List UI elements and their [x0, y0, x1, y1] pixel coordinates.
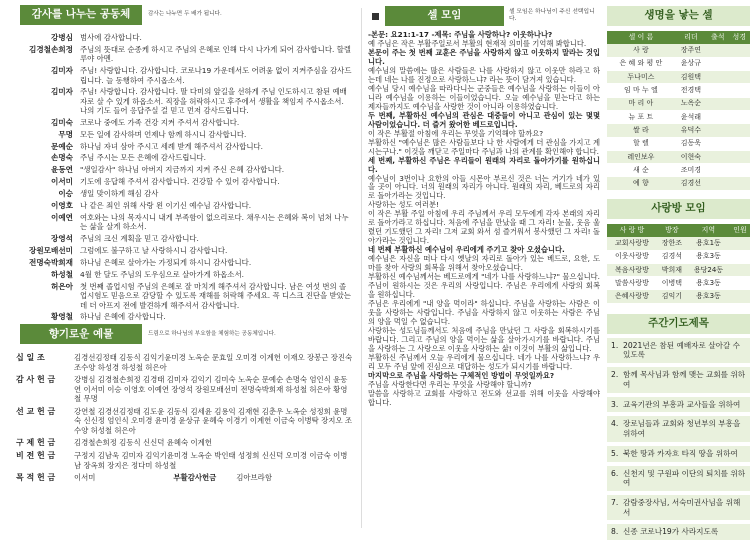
life-cell-cell	[729, 110, 750, 123]
thanks-row	[18, 312, 353, 324]
cell-note: 셀 모임은 하나님이 주신 선택입니다.	[509, 9, 600, 24]
love-room-cell: 용호1동	[687, 237, 730, 250]
sermon-paragraph: 말씀을 사랑하고 교회를 사랑하고 전도와 선교를 위해 이웃을 사랑해야 합니다.	[368, 390, 600, 408]
love-room-cell: 용호3동	[687, 290, 730, 303]
thanks-row	[18, 213, 353, 234]
thanks-name: 장원모배선미	[18, 246, 80, 258]
life-cell-cell: 윤석래	[675, 110, 707, 123]
life-cell-cell: 전경택	[675, 84, 707, 97]
life-cell-row	[607, 124, 750, 137]
life-cell-header-cell: 성경	[729, 31, 750, 44]
prayer-list	[607, 338, 750, 540]
left-column	[0, 0, 355, 530]
thanks-row	[18, 282, 353, 313]
sermon-paragraph: 이 작은 부활 주일 아침에 우리 주님께서 우리 모두에게 각자 본래의 자리로 돌아가라고 하십니다. 처음에 주님을 만났을 때 그 자리! 눈물, 웃음 울렸던 기도했던 그 자리! 그저 교회 와서 섬 즐거워서 봉사했던 그 자리! 돌아가라는 것입니다.	[368, 210, 600, 246]
life-cell-cell	[707, 97, 728, 110]
offering-row	[16, 451, 354, 473]
thanks-row	[18, 45, 353, 66]
thanks-name: 황영철	[18, 312, 80, 324]
love-room-header-cell: 인원	[730, 224, 750, 237]
offering-row	[16, 375, 354, 406]
life-cell-cell	[707, 150, 728, 163]
love-room-row	[607, 277, 750, 290]
life-cell-header-cell: 출석	[707, 31, 728, 44]
thanks-row	[18, 142, 353, 154]
prayer-text: 장로님들과 교회와 청년부의 부흥을 위하여	[623, 419, 746, 438]
thanks-row	[18, 270, 353, 282]
love-room-cell: 박희재	[657, 263, 687, 276]
offering-names	[74, 451, 354, 473]
offering-names-text: 강병심 김경철손희정 김경태 김미자 김익기 김미숙 노옥순 문예순 손명숙 엄인식 윤동연 이서미 이승 이영호 이예연 장영석 장원모배선미 전명숙박희재 하성철 허은아 황영철 무명	[74, 375, 347, 403]
life-cell-cell: 레인보우	[607, 150, 675, 163]
offering-names-text: 김경철손희정 김동식 신신덕 윤혜숙 이계헌	[74, 438, 212, 447]
life-cell-header-cell: 리더	[675, 31, 707, 44]
life-cell-cell	[729, 137, 750, 150]
life-cell-cell	[707, 110, 728, 123]
love-room-cell: 이웃사랑방	[607, 250, 657, 263]
love-room-cell: 복음사랑방	[607, 263, 657, 276]
thanks-text: 4월 한 달도 주님의 도우심으로 살아가게 하옵소서.	[80, 270, 353, 282]
life-cell-row	[607, 177, 750, 190]
thanks-text: 범사에 감사합니다.	[80, 33, 353, 45]
thanks-row	[18, 130, 353, 142]
thanks-row	[18, 258, 353, 270]
prayer-number: 7.	[611, 498, 623, 517]
thanks-name: 윤동연	[18, 165, 80, 177]
column-divider	[361, 8, 362, 528]
prayer-item	[607, 524, 750, 540]
middle-column	[368, 0, 600, 530]
love-room-cell: 이병택	[657, 277, 687, 290]
love-room-cell	[730, 290, 750, 303]
love-room-header-cell: 사 랑 방	[607, 224, 657, 237]
sermon-paragraph: 마지막으로 주님을 사랑하는 구체적인 방법이 무엇일까요?	[368, 372, 600, 381]
life-cell-cell	[707, 71, 728, 84]
thanks-row	[18, 87, 353, 118]
life-cell-cell	[729, 164, 750, 177]
prayer-number: 3.	[611, 400, 623, 410]
life-cell-cell: 윤상규	[675, 57, 707, 70]
life-cell-cell: 두나미스	[607, 71, 675, 84]
thanks-row	[18, 33, 353, 45]
offering-names-text: 구정지 김남욱 김미자 김익기윤미경 노옥순 박인태 성정희 신신덕 오미경 이금숙 이병남 장옥희 장지은 정다미 하성철	[74, 451, 347, 469]
love-room-row	[607, 263, 750, 276]
offering-names	[74, 375, 354, 406]
love-room-cell: 장한조	[657, 237, 687, 250]
offering-row	[16, 353, 354, 375]
cell-header	[368, 6, 600, 26]
life-cell-cell	[729, 150, 750, 163]
sermon-paragraph: 본문이 주는 첫 번째 교훈은 주님을 사랑하지 않고 이웃하지 말라는 것입니다.	[368, 49, 600, 67]
prayer-text: 함께 목사님과 함께 맺는 교회를 위하여	[623, 370, 746, 389]
thanks-text: 첫 번째 졸업시험 주님의 은혜로 잘 마치게 해주셔서 감사합니다. 남은 여섯 번의 졸업시험도 믿음으로 감당할 수 있도록 재해를 허락해 주세요. 꼭 디스크 진단을 받았는데 더 아프지 전에 발견하게 해주셔서 감사합니다.	[80, 282, 353, 313]
love-room-cell	[730, 277, 750, 290]
offering-names	[74, 407, 354, 438]
thanks-row	[18, 165, 353, 177]
love-room-cell	[730, 250, 750, 263]
life-cell-cell	[729, 97, 750, 110]
sermon-paragraph: 주님은 우리에게 "내 양을 먹이라" 하십니다. 주님을 사랑하는 사람은 이웃을 사랑하는 사람입니다. 주님을 사랑하지 않고 이웃하는 사람은 주님의 양을 먹일 수 없습니다.	[368, 300, 600, 327]
love-room-header-cell: 지역	[687, 224, 730, 237]
love-room-row	[607, 237, 750, 250]
sermon-paragraph: 주님을 사랑한다면 우리는 무엇을 사랑해야 할니까?	[368, 381, 600, 390]
thanks-row	[18, 118, 353, 130]
love-room-cell: 용호3동	[687, 277, 730, 290]
life-cell-cell: 할 렐	[607, 137, 675, 150]
life-cell-cell	[729, 84, 750, 97]
life-cell-header-cell: 셀 이 름	[607, 31, 675, 44]
life-cell-cell	[729, 124, 750, 137]
offering-names-text: 이서미	[74, 473, 95, 482]
thanks-name: 이영호	[18, 201, 80, 213]
prayer-item	[607, 446, 750, 462]
life-cell-cell	[707, 124, 728, 137]
love-room-cell: 용호3동	[687, 250, 730, 263]
thanks-row	[18, 234, 353, 246]
thanks-name: 손명숙	[18, 153, 80, 165]
love-room-row	[607, 250, 750, 263]
thanks-row	[18, 201, 353, 213]
thanks-text: 기도에 응답해 주셔서 감사합니다. 건강할 수 있어 감사합니다.	[80, 177, 353, 189]
life-cell-title: 생명을 낳는 셀	[607, 6, 750, 26]
offerings-title: 향기로운 예물	[20, 324, 142, 344]
sermon-paragraph: 세 번째, 부활하신 주님은 우리들이 원래의 자리로 돌아가기를 원하십니다.	[368, 157, 600, 175]
love-room-table	[607, 224, 750, 304]
offering-row	[16, 473, 354, 486]
life-cell-cell	[707, 84, 728, 97]
prayer-text: 감람중장사님, 서숙미권사님을 위해서	[623, 498, 746, 517]
love-room-cell: 교회사랑방	[607, 237, 657, 250]
life-cell-table	[607, 31, 750, 191]
life-cell-cell: 새 순	[607, 164, 675, 177]
life-cell-row	[607, 57, 750, 70]
prayer-number: 5.	[611, 449, 623, 459]
life-cell-cell: 은 혜 와 평 안	[607, 57, 675, 70]
prayer-item	[607, 338, 750, 363]
life-cell-row	[607, 71, 750, 84]
thanks-text: 생일 맞이하게 해심 감사	[80, 189, 353, 201]
thanks-text: 주님! 사랑합니다. 감사합니다. 딸 다미의 앞길을 선하게 주님 인도하시고 참된 예배자로 살 수 있게 하옵소서. 직장을 허락하시고 후주에서 생활을 책임져 주시옵소서. 나의 기도 들어 응답주실 걸 믿고 먼저 감사드립니다.	[80, 87, 353, 118]
life-cell-row	[607, 110, 750, 123]
life-cell-cell: 조미경	[675, 164, 707, 177]
life-cell-cell: 사 랑	[607, 44, 675, 57]
prayer-item	[607, 495, 750, 520]
life-cell-cell	[707, 44, 728, 57]
offering-category: 선 교 헌 금	[16, 407, 74, 438]
love-room-cell: 은혜사랑방	[607, 290, 657, 303]
prayer-text: 2021년은 참된 예배자로 살아갈 수 있도록	[623, 341, 746, 360]
offering-extra-names: 김아브라함	[236, 473, 272, 482]
thanks-name: 문예순	[18, 142, 80, 154]
offering-names-text: 김경선김정태 김동식 김익기윤미경 노옥순 문효일 오미경 이계헌 이재오 장봉근 장진숙 조수양 하성경 하성철 허은아	[74, 353, 352, 371]
life-cell-cell: 장주연	[675, 44, 707, 57]
thanks-row	[18, 246, 353, 258]
life-cell-row	[607, 97, 750, 110]
thanks-name: 이서미	[18, 177, 80, 189]
sermon-paragraph: 사랑하는 성도님들께서도 처음에 주님을 만났던 그 사랑을 회복하시기를 바랍니다. 그리고 주님의 양을 먹이는 삶을 살아가시기를 바랍니다. 주님을 사랑하는 그 사랑으로 이웃을 사랑하는 삶! 이것이 부활의 삶입니다.	[368, 327, 600, 354]
sermon-paragraph: 예수님이 3번이나 요한의 아들 시몬아 부르신 것은 너는 거기가 네가 있을 곳이 아니다. 너의 원래의 자리가 아니다. 원래의 자리, 베드로의 자리로 돌아가라는 것입니다.	[368, 175, 600, 202]
thanks-text: 주님의 뜻대로 순종케 하시고 주님의 은혜로 인해 다시 나가게 되어 감사합니다. 할렐루야 아멘.	[80, 45, 353, 66]
prayer-text: 북한 땅과 카자흐 타직 땅을 위하여	[623, 449, 738, 459]
love-room-cell	[730, 237, 750, 250]
thanks-name: 강병심	[18, 33, 80, 45]
sermon-paragraph: 예수님 당시 예수님을 따라다니는 군중들은 예수님을 사랑하는 이들이 아니라 예수님을 이용하는 이들이었습니다. 오늘 예수님을 믿는다고 하는 제자들까지도 예수님을 사랑한 것이 아니라 이용하였습니다.	[368, 85, 600, 112]
sermon-paragraph: 부활하신 예수님께서는 베드로에게 "네가 나를 사랑하느냐?" 물으십니다. 주님이 원하시는 것은 우리의 사랑입니다. 주님은 우리에게 사랑의 회복을 원하십니다.	[368, 273, 600, 300]
thanks-name: 하성철	[18, 270, 80, 282]
sermon-paragraph: -본문: 요21:1-17 -제목: 주님을 사랑하나? 이웃하나나?	[368, 31, 600, 40]
thanks-text: 하나님 은혜로 살아가는 가정되게 하시니 감사합니다.	[80, 258, 353, 270]
sermon-paragraph: 부활하신 "예수님은 많은 사람들보다 나 한 사람에게 더 관심을 가지고 계시는구나." 이것을 깨닫고 주일마다 주님과 나의 관계를 확인해야 합니다.	[368, 139, 600, 157]
thanks-name: 전명숙박희재	[18, 258, 80, 270]
life-cell-cell: 임 마 누 엘	[607, 84, 675, 97]
offering-row	[16, 407, 354, 438]
offering-category: 비 전 헌 금	[16, 451, 74, 473]
life-cell-cell: 이현숙	[675, 150, 707, 163]
thanks-note: 감사는 나누면 두 배가 됩니다.	[148, 11, 222, 18]
prayer-number: 1.	[611, 341, 623, 360]
life-cell-cell	[707, 177, 728, 190]
thanks-name: 김경철손희정	[18, 45, 80, 66]
thanks-title: 감사를 나누는 공동체	[20, 5, 142, 25]
sermon-paragraph: 네 번째 부활하신 예수님이 우리에게 주기고 찾아 오셨습니다.	[368, 246, 600, 255]
life-cell-cell	[707, 57, 728, 70]
thanks-row	[18, 177, 353, 189]
prayer-item	[607, 466, 750, 491]
thanks-text: "생일감사" 하나님 아버지 지금까지 지켜 주신 은혜 감사합니다.	[80, 165, 353, 177]
offering-category: 감 사 헌 금	[16, 375, 74, 406]
life-cell-row	[607, 150, 750, 163]
love-room-row	[607, 290, 750, 303]
thanks-name: 허은아	[18, 282, 80, 313]
sermon-paragraph: 두 번째, 부활하신 예수님의 관심은 대중들이 아니고 관심이 있는 몇몇 사람이었습니다. 더 즐거 왔어한 베드로입니다.	[368, 112, 600, 130]
prayer-title: 주간기도제목	[607, 314, 750, 334]
prayer-text: 신천지 및 구원파 이단의 퇴치를 위하여	[623, 469, 746, 488]
love-room-cell: 김익기	[657, 290, 687, 303]
life-cell-cell	[707, 164, 728, 177]
sermon-paragraph: 이 작은 부활절 아침에 우리는 무엇을 기억해야 할까요?	[368, 130, 600, 139]
thanks-row	[18, 189, 353, 201]
thanks-name: 장영석	[18, 234, 80, 246]
life-cell-cell: 마 리 아	[607, 97, 675, 110]
life-cell-cell	[729, 71, 750, 84]
love-room-cell: 말씀사랑방	[607, 277, 657, 290]
sermon-paragraph: 예수님은 자신을 떠나 다시 옛날의 자리로 돌아가 있는 베드로, 요한, 도마를 찾아 사랑의 회복을 위해서 찾아오셨습니다.	[368, 255, 600, 273]
offerings-header	[20, 324, 355, 344]
thanks-name: 무명	[18, 130, 80, 142]
offering-category: 구 제 헌 금	[16, 438, 74, 451]
thanks-text: 주님 주시는 모든 은혜에 감사드립니다.	[80, 153, 353, 165]
thanks-text: 그럼에도 불구하고 날 사랑하시니 감사합니다.	[80, 246, 353, 258]
thanks-text: 모든 일에 감사하며 언제나 함께 하시니 감사합니다.	[80, 130, 353, 142]
right-column	[607, 0, 750, 530]
thanks-text: 코로나 중에도 가족 건강 지켜 주셔서 감사합니다.	[80, 118, 353, 130]
offering-extra-label: 부활감사헌금	[173, 473, 216, 482]
offering-category: 목 적 헌 금	[16, 473, 74, 486]
life-cell-cell: 쌀 라	[607, 124, 675, 137]
offerings-note: 드림으로 하나님의 부요함을 체험하는 공동체입니다.	[148, 331, 276, 338]
life-cell-cell: 뉴 포 트	[607, 110, 675, 123]
thanks-text: 주님의 크신 계획을 믿고 감사합니다.	[80, 234, 353, 246]
life-cell-cell: 김경선	[675, 177, 707, 190]
offering-names	[74, 473, 354, 486]
love-room-title: 사랑방 모임	[607, 199, 750, 219]
offering-names	[74, 438, 354, 451]
thanks-list	[18, 33, 353, 324]
life-cell-row	[607, 164, 750, 177]
thanks-text: 여호와는 나의 목자시니 내게 부족함이 없으리로다. 채우시는 은혜와 복이 넘쳐 나누는 삶을 살게 하소서.	[80, 213, 353, 234]
prayer-text: 교육기관의 부흥과 교사들을 위하여	[623, 400, 740, 410]
thanks-text: 하나님 은혜에 감사합니다.	[80, 312, 353, 324]
square-bullet-icon	[372, 13, 379, 20]
life-cell-cell: 유덕수	[675, 124, 707, 137]
prayer-number: 6.	[611, 469, 623, 488]
sermon-paragraph: 사랑하는 성도 여러분!	[368, 201, 600, 210]
life-cell-cell	[729, 57, 750, 70]
prayer-number: 8.	[611, 527, 623, 537]
love-room-cell	[730, 263, 750, 276]
sermon-paragraph: 예수님의 말씀에는 많은 사람들은 나를 사랑하지 않고 이웃만 하라고 하는데 네는 나를 진정으로 사랑하느냐? 라는 뜻이 담겨져 있습니다.	[368, 67, 600, 85]
thanks-name: 김미숙	[18, 118, 80, 130]
life-cell-cell: 김원택	[675, 71, 707, 84]
offering-names	[74, 353, 354, 375]
thanks-header	[20, 5, 355, 25]
prayer-item	[607, 397, 750, 413]
love-room-header-cell: 방장	[657, 224, 687, 237]
offerings-list	[16, 353, 354, 486]
life-cell-cell: 김동욱	[675, 137, 707, 150]
prayer-number: 4.	[611, 419, 623, 438]
prayer-item	[607, 367, 750, 392]
life-cell-row	[607, 44, 750, 57]
thanks-text: 나 같은 죄인 위해 사랑 왼 이기신 예수님 감사합니다.	[80, 201, 353, 213]
thanks-name: 김미자	[18, 87, 80, 118]
life-cell-cell	[729, 44, 750, 57]
thanks-name: 이예연	[18, 213, 80, 234]
offering-names-text: 강연철 김경선김정태 김도윤 김동식 김세윤 김용익 김재현 김춘우 노옥순 성정희 윤명숙 신신정 엄인식 오미경 윤미경 윤상규 윤혜숙 이경기 이계헌 이금숙 이병탁 장지오 조수양 허성철 허은아	[74, 407, 352, 435]
prayer-item	[607, 416, 750, 441]
thanks-name: 이승	[18, 189, 80, 201]
love-room-cell: 용당24동	[687, 263, 730, 276]
life-cell-row	[607, 137, 750, 150]
sermon-paragraph: 예 주님은 작은 부활주일로서 부활의 현재적 의미를 기억해 봐합니다.	[368, 40, 600, 49]
life-cell-cell	[729, 177, 750, 190]
thanks-name: 김미자	[18, 66, 80, 87]
life-cell-cell	[707, 137, 728, 150]
thanks-row	[18, 66, 353, 87]
thanks-text: 하나님 자녀 삼아 주시고 세례 받게 해주셔서 감사합니다.	[80, 142, 353, 154]
cell-title: 셀 모임	[385, 6, 504, 26]
cell-sermon-text	[368, 31, 600, 408]
sermon-paragraph: 부활하신 주님께서 오늘 우리에게 물으십니다. 네가 나를 사랑하느냐? 우리 모두 주님 앞에 진심으로 대답하는 성도가 되시기를 바랍니다.	[368, 354, 600, 372]
prayer-number: 2.	[611, 370, 623, 389]
thanks-row	[18, 153, 353, 165]
offering-category: 십 일 조	[16, 353, 74, 375]
offering-row	[16, 438, 354, 451]
love-room-cell: 김경석	[657, 250, 687, 263]
thanks-text: 주님! 사랑합니다. 감사합니다. 코로나19 가운데서도 어려움 없이 지켜주심을 감사드립니다. 늘 동행하여 주시옵소서.	[80, 66, 353, 87]
life-cell-cell: 예 향	[607, 177, 675, 190]
life-cell-row	[607, 84, 750, 97]
life-cell-cell: 노옥순	[675, 97, 707, 110]
prayer-text: 신종 코로나19가 사라지도록	[623, 527, 718, 537]
